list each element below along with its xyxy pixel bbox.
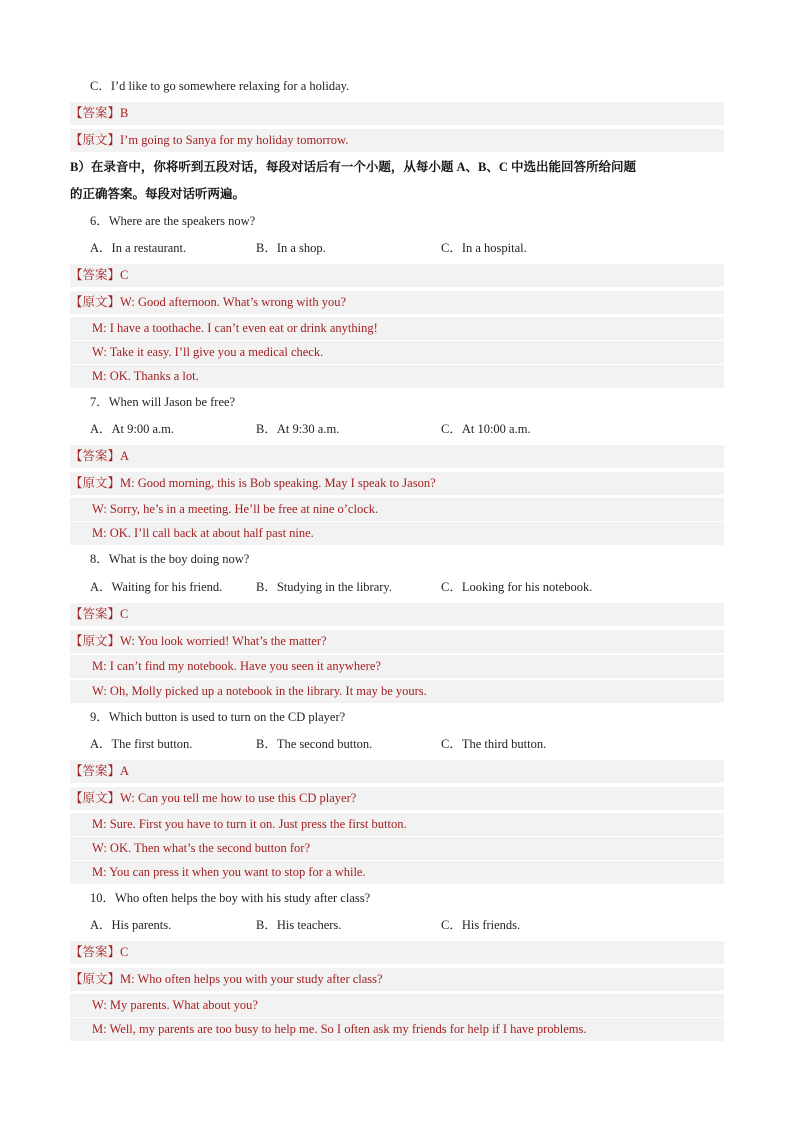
question-stem: 10．Who often helps the boy with his study after class?: [90, 891, 371, 905]
transcript-dialog-line: M: OK. Thanks a lot.: [70, 365, 724, 388]
answer-value: C: [120, 268, 129, 282]
option-c: C．In a hospital.: [441, 241, 527, 255]
transcript-text: W: Can you tell me how to use this CD player?: [120, 791, 357, 805]
answer-label: 【答案】: [70, 607, 121, 621]
question-stem: 9．Which button is used to turn on the CD player?: [90, 710, 346, 724]
transcript-label: 【原文】: [70, 634, 121, 648]
transcript-dialog-line: W: My parents. What about you?: [70, 994, 724, 1017]
section-instructions: B）在录音中，你将听到五段对话，每段对话后有一个小题，从每小题 A、B、C 中选出能回答所给问题: [70, 160, 636, 174]
answer-key: [70, 445, 724, 468]
answer-label: 【答案】: [70, 764, 121, 778]
answer-key: [70, 102, 724, 125]
transcript-line: [70, 129, 724, 152]
transcript-line: [70, 291, 724, 314]
option-a: A．His parents.: [90, 918, 172, 932]
transcript-label: 【原文】: [70, 972, 121, 986]
answer-value: A: [120, 449, 130, 463]
transcript-dialog-line: M: OK. I’ll call back at about half past nine.: [70, 522, 724, 545]
answer-options: [90, 733, 724, 756]
answer-value: A: [120, 764, 130, 778]
answer-label: 【答案】: [70, 945, 121, 959]
option-a: A．Waiting for his friend.: [90, 580, 223, 594]
option-a: A．In a restaurant.: [90, 241, 187, 255]
answer-key: [70, 941, 724, 964]
transcript-dialog-line: W: OK. Then what’s the second button for?: [70, 837, 724, 860]
transcript-line: [70, 968, 724, 991]
option-c: C．At 10:00 a.m.: [441, 422, 531, 436]
transcript-dialog-line: M: I have a toothache. I can’t even eat or drink anything!: [70, 317, 724, 340]
transcript-text: W: Good afternoon. What’s wrong with you?: [120, 295, 347, 309]
transcript-dialog-line: M: You can press it when you want to stop for a while.: [70, 861, 724, 884]
answer-value: B: [120, 106, 129, 120]
answer-key: [70, 603, 724, 626]
transcript-line: [70, 630, 724, 653]
answer-value: C: [120, 945, 129, 959]
transcript-line: [70, 787, 724, 810]
section-instructions: 的正确答案。每段对话听两遍。: [70, 187, 246, 201]
question-stem: 7．When will Jason be free?: [90, 395, 236, 409]
transcript-text: M: Who often helps you with your study after class?: [120, 972, 383, 986]
answer-label: 【答案】: [70, 106, 121, 120]
transcript-text: W: You look worried! What’s the matter?: [120, 634, 327, 648]
answer-options: [90, 237, 724, 260]
transcript-line: [70, 472, 724, 495]
transcript-dialog-line: W: Oh, Molly picked up a notebook in the library. It may be yours.: [70, 680, 724, 703]
option-line: C．I’d like to go somewhere relaxing for a holiday.: [90, 79, 350, 93]
transcript-dialog-line: M: Well, my parents are too busy to help me. So I often ask my friends for help if I have problems.: [70, 1018, 724, 1041]
option-c: C．The third button.: [441, 737, 547, 751]
transcript-label: 【原文】: [70, 791, 121, 805]
transcript-dialog-line: M: Sure. First you have to turn it on. Just press the first button.: [70, 813, 724, 836]
transcript-label: 【原文】: [70, 133, 121, 147]
option-b: B．His teachers.: [256, 918, 342, 932]
option-c: C．Looking for his notebook.: [441, 580, 593, 594]
option-b: B．Studying in the library.: [256, 580, 392, 594]
transcript-text: M: Good morning, this is Bob speaking. May I speak to Jason?: [120, 476, 436, 490]
answer-options: [90, 418, 724, 441]
answer-key: [70, 760, 724, 783]
transcript-label: 【原文】: [70, 476, 121, 490]
transcript-dialog-line: W: Take it easy. I’ll give you a medical check.: [70, 341, 724, 364]
answer-label: 【答案】: [70, 268, 121, 282]
question-stem: 8．What is the boy doing now?: [90, 552, 250, 566]
answer-label: 【答案】: [70, 449, 121, 463]
transcript-text: I’m going to Sanya for my holiday tomorrow.: [120, 133, 349, 147]
question-stem: 6．Where are the speakers now?: [90, 214, 256, 228]
option-c: C．His friends.: [441, 918, 521, 932]
transcript-dialog-line: M: I can’t find my notebook. Have you seen it anywhere?: [70, 655, 724, 678]
answer-key: [70, 264, 724, 287]
answer-value: C: [120, 607, 129, 621]
transcript-label: 【原文】: [70, 295, 121, 309]
option-b: B．At 9:30 a.m.: [256, 422, 340, 436]
option-b: B．The second button.: [256, 737, 373, 751]
transcript-dialog-line: W: Sorry, he’s in a meeting. He’ll be free at nine o’clock.: [70, 498, 724, 521]
option-a: A．At 9:00 a.m.: [90, 422, 175, 436]
answer-options: [90, 576, 724, 599]
option-b: B．In a shop.: [256, 241, 326, 255]
answer-options: [90, 914, 724, 937]
option-a: A．The first button.: [90, 737, 193, 751]
